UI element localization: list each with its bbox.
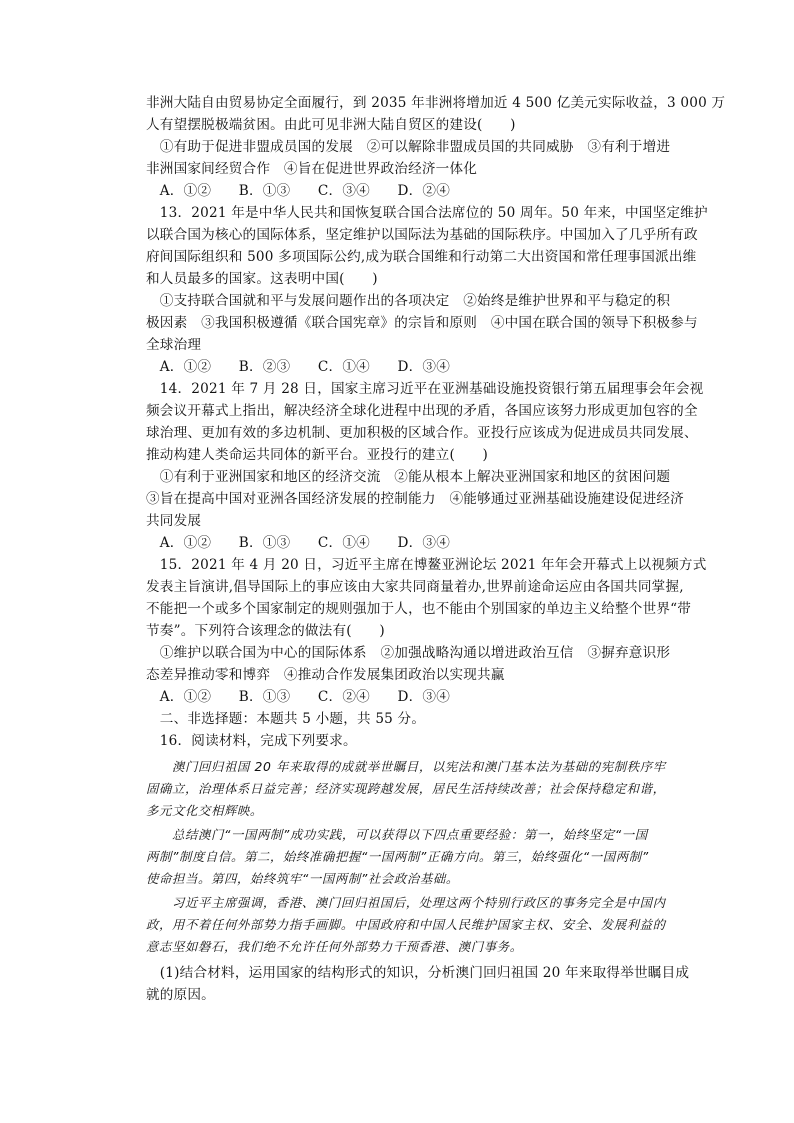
option-line: 态差异推动零和博弈 ④推动合作发展集团政治以实现共赢 xyxy=(146,667,505,683)
option-line: 非洲国家间经贸合作 ④旨在促进世界政治经济一体化 xyxy=(146,161,478,177)
text-line: 人有望摆脱极端贫困。由此可见非洲大陆自贸区的建设( ) xyxy=(146,117,516,133)
answer-choices: A．①② B．①③ C．③④ D．②④ xyxy=(146,183,450,199)
material-line: 使命担当。第四，始终筑牢“一国两制”社会政治基础。 xyxy=(146,871,459,886)
text-line: 节奏”。下列符合该理念的做法有( ) xyxy=(146,623,385,639)
option-line: ①支持联合国就和平与发展问题作出的各项决定 ②始终是维护世界和平与稳定的积 xyxy=(146,293,671,309)
material-line: 澳门回归祖国 20 年来取得的成就举世瞩目，以宪法和澳门基本法为基础的宪制秩序牢 xyxy=(146,759,666,774)
text-line: 球治理、更加有效的多边机制、更加积极的区域合作。亚投行应该成为促进成员共同发展、 xyxy=(146,425,698,441)
text-line: 发表主旨演讲,倡导国际上的事应该由大家共同商量着办,世界前途命运应由各国共同掌握, xyxy=(146,579,684,595)
text-line: 推动构建人类命运共同体的新平台。亚投行的建立( ) xyxy=(146,447,489,463)
text-line: 府间国际组织和 500 多项国际公约,成为联合国维和行动第二大出资国和常任理事国派出维 xyxy=(146,249,697,265)
text-line: 不能把一个或多个国家制定的规则强加于人，也不能由个别国家的单边主义给整个世界“带 xyxy=(146,601,692,617)
option-line: ①维护以联合国为中心的国际体系 ②加强战略沟通以增进政治互信 ③摒弃意识形 xyxy=(146,645,671,661)
material-line: 政，用不着任何外部势力指手画脚。中国政府和中国人民维护国家主权、安全、发展利益的 xyxy=(146,917,666,932)
answer-choices: A．①② B．②③ C．①④ D．③④ xyxy=(146,359,450,375)
option-line: 共同发展 xyxy=(146,513,202,529)
option-line: ①有助于促进非盟成员国的发展 ②可以解除非盟成员国的共同威胁 ③有利于增进 xyxy=(146,139,671,155)
material-line: 习近平主席强调，香港、澳门回归祖国后，处理这两个特别行政区的事务完全是中国内 xyxy=(146,895,666,910)
material-line: 意志坚如磐石，我们绝不允许任何外部势力干预香港、澳门事务。 xyxy=(146,939,523,954)
text-line: 非洲大陆自由贸易协定全面履行，到 2035 年非洲将增加近 4 500 亿美元实际收益，3 000 万 xyxy=(146,95,726,111)
text-line: 以联合国为核心的国际体系，坚定维护以国际法为基础的国际秩序。中国加入了几乎所有政 xyxy=(146,227,698,243)
text-line: 频会议开幕式上指出，解决经济全球化进程中出现的矛盾，各国应该努力形成更加包容的全 xyxy=(146,403,698,419)
question-14: 14．2021 年 7 月 28 日，国家主席习近平在亚洲基础设施投资银行第五届理事会年会视 xyxy=(146,381,704,397)
text-line: 和人员最多的国家。这表明中国( ) xyxy=(146,271,378,287)
sub-question: (1)结合材料，运用国家的结构形式的知识，分析澳门回归祖国 20 年来取得举世瞩目成 xyxy=(146,965,690,981)
material-line: 固确立，治理体系日益完善；经济实现跨越发展，居民生活持续改善；社会保持稳定和谐， xyxy=(146,781,666,796)
answer-choices: A．①② B．①③ C．②④ D．③④ xyxy=(146,689,450,705)
option-line: ①有利于亚洲国家和地区的经济交流 ②能从根本上解决亚洲国家和地区的贫困问题 xyxy=(146,469,671,485)
material-line: 两制”制度自信。第二，始终准确把握“一国两制”正确方向。第三，始终强化“一国两制” xyxy=(146,849,649,864)
answer-choices: A．①② B．①③ C．①④ D．③④ xyxy=(146,535,450,551)
material-line: 总结澳门“一国两制”成功实践，可以获得以下四点重要经验：第一，始终坚定“一国 xyxy=(146,827,648,842)
question-15: 15．2021 年 4 月 20 日，习近平主席在博鳌亚洲论坛 2021 年年会开幕式上以视频方式 xyxy=(146,557,707,573)
question-16: 16．阅读材料，完成下列要求。 xyxy=(146,733,357,749)
option-line: 全球治理 xyxy=(146,337,202,353)
sub-question: 就的原因。 xyxy=(146,987,215,1003)
option-line: ③旨在提高中国对亚洲各国经济发展的控制能力 ④能够通过亚洲基础设施建设促进经济 xyxy=(146,491,684,507)
section-heading: 二、非选择题：本题共 5 小题，共 55 分。 xyxy=(146,711,426,727)
question-13: 13．2021 年是中华人民共和国恢复联合国合法席位的 50 周年。50 年来，中国坚定维护 xyxy=(146,205,708,221)
option-line: 极因素 ③我国积极遵循《联合国宪章》的宗旨和原则 ④中国在联合国的领导下积极参与 xyxy=(146,315,698,331)
material-line: 多元文化交相辉映。 xyxy=(146,803,263,818)
